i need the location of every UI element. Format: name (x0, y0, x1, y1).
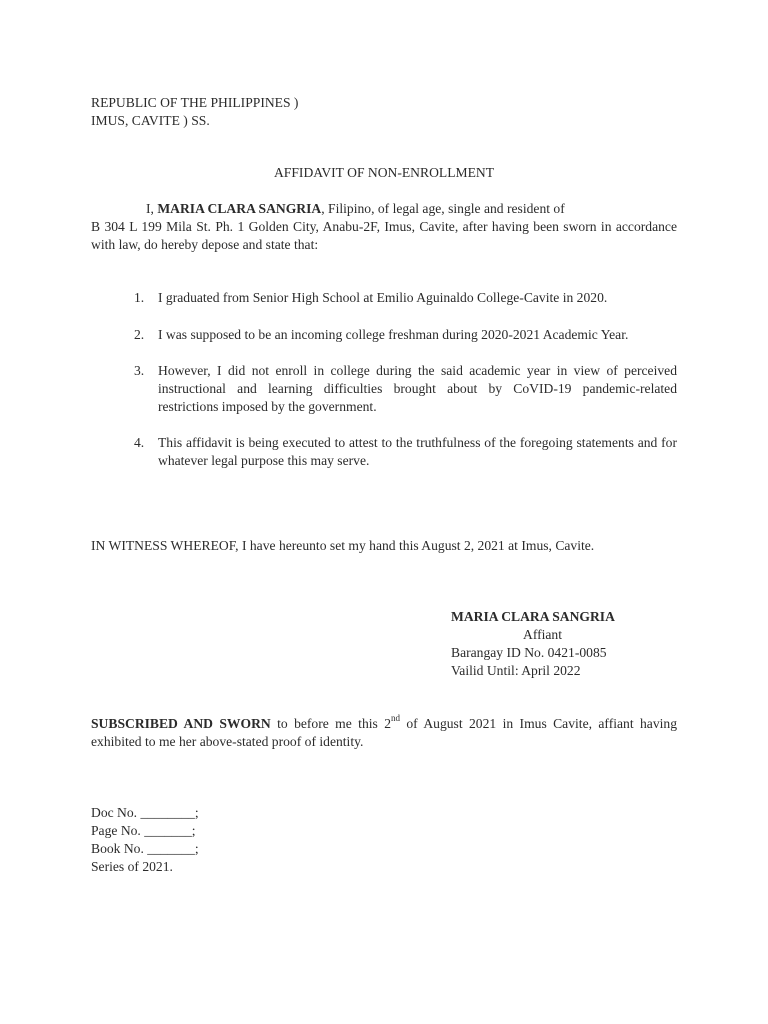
list-item-number: 4. (134, 435, 145, 450)
intro-paragraph (91, 200, 677, 254)
notarial-register (91, 804, 199, 876)
list-item (91, 434, 677, 470)
witness-statement: IN WITNESS WHEREOF, I have hereunto set my hand this August 2, 2021 at Imus, Cavite. (91, 538, 595, 553)
jurat-heading: SUBSCRIBED AND SWORN (91, 716, 271, 731)
list-item-number: 1. (134, 290, 145, 305)
jurat-paragraph (91, 715, 677, 751)
doc-number: Doc No. ________; (91, 805, 199, 820)
jurat-text-2: of August 2021 in Imus Cavite, affiant having exhibited to me her above-stated proof of identity. (91, 716, 677, 749)
barangay-id: Barangay ID No. 0421-0085 (451, 645, 607, 660)
book-number: Book No. _______; (91, 841, 199, 856)
document-title: AFFIDAVIT OF NON-ENROLLMENT (273, 165, 495, 180)
page-number: Page No. _______; (91, 823, 196, 838)
intro-first-line (91, 200, 677, 218)
list-item-text: This affidavit is being executed to attest to the truthfulness of the foregoing statements and for whatever legal purpose this may serve. (158, 435, 677, 468)
statement-list (91, 289, 677, 470)
affiant-role: Affiant (523, 627, 563, 642)
intro-prefix: I, (146, 201, 158, 216)
id-validity: Vailid Until: April 2022 (451, 663, 581, 678)
affiant-name: MARIA CLARA SANGRIA (451, 609, 615, 624)
signature-block (451, 608, 641, 680)
list-item-number: 2. (134, 327, 145, 342)
affiant-name-inline: MARIA CLARA SANGRIA (157, 201, 322, 216)
intro-text-rest: B 304 L 199 Mila St. Ph. 1 Golden City, Anabu-2F, Imus, Cavite, after having been sworn in accordance with law, do hereby depose and state that: (91, 219, 677, 252)
venue-block (91, 94, 298, 130)
jurat-text-1: to before me this 2 (270, 716, 391, 731)
list-item (91, 289, 677, 307)
venue-line-imus: IMUS, CAVITE ) SS. (91, 113, 210, 128)
venue-line-republic: REPUBLIC OF THE PHILIPPINES ) (91, 95, 299, 110)
list-item-text: However, I did not enroll in college during the said academic year in view of perceived instructional and learning difficulties brought about by CoVID-19 pandemic-related restrictions imposed by the government. (158, 363, 677, 414)
list-item (91, 326, 677, 344)
jurat-ordinal-suffix: nd (391, 713, 400, 724)
intro-text-line1: , Filipino, of legal age, single and resident of (321, 201, 565, 216)
series-year: Series of 2021. (91, 859, 173, 874)
list-item-text: I was supposed to be an incoming college freshman during 2020-2021 Academic Year. (158, 327, 629, 342)
list-item-text: I graduated from Senior High School at Emilio Aguinaldo College-Cavite in 2020. (158, 290, 608, 305)
list-item (91, 362, 677, 416)
list-item-number: 3. (134, 363, 145, 378)
